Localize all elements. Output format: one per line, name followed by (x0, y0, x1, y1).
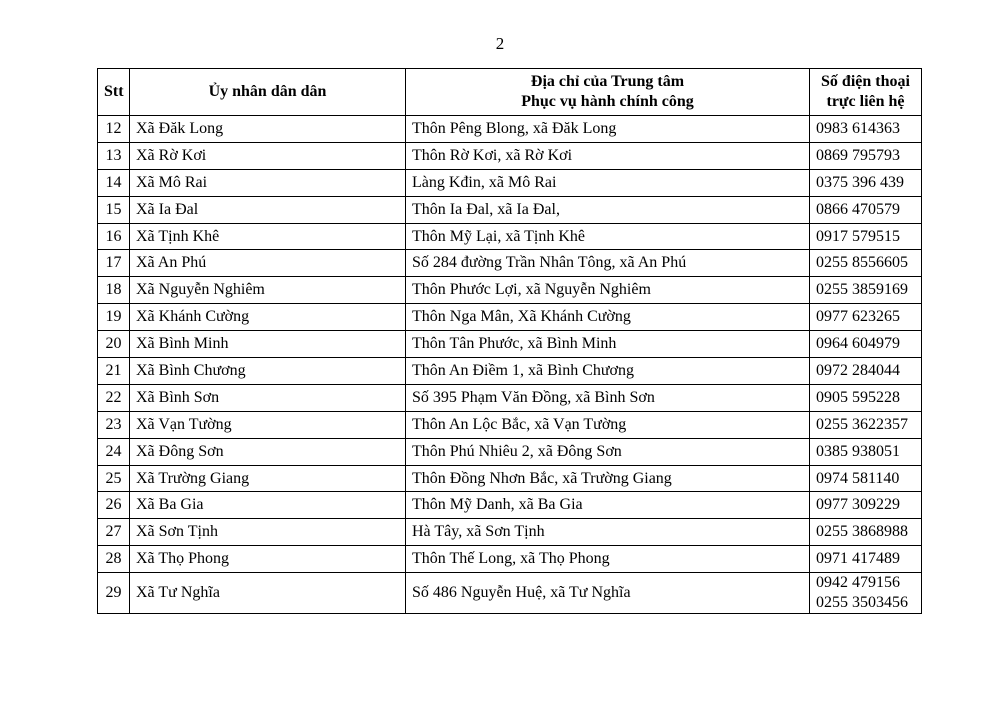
table-row (98, 277, 922, 304)
cell-name: Xã Bình Minh (130, 331, 406, 358)
table-row (98, 358, 922, 385)
cell-stt: 25 (98, 465, 130, 492)
cell-name: Xã Thọ Phong (130, 546, 406, 573)
table-header-row (98, 69, 922, 116)
phone-number: 0255 8556605 (816, 254, 908, 272)
header-address-line2: Phục vụ hành chính công (521, 93, 694, 110)
phone-number: 0255 3503456 (816, 594, 908, 612)
cell-address: Thôn An Lộc Bắc, xã Vạn Tường (406, 411, 810, 438)
cell-stt: 26 (98, 492, 130, 519)
cell-name: Xã Bình Sơn (130, 384, 406, 411)
cell-phone (810, 519, 922, 546)
cell-phone (810, 411, 922, 438)
phone-number: 0866 470579 (816, 200, 900, 218)
table-body (98, 116, 922, 614)
cell-address: Làng Kđin, xã Mô Rai (406, 169, 810, 196)
cell-address: Thôn Đồng Nhơn Bắc, xã Trường Giang (406, 465, 810, 492)
cell-stt: 23 (98, 411, 130, 438)
phone-number: 0255 3859169 (816, 281, 908, 299)
header-name: Ủy nhân dân dân (130, 69, 406, 116)
cell-address: Thôn Mỹ Danh, xã Ba Gia (406, 492, 810, 519)
phone-number: 0972 284044 (816, 361, 900, 379)
table-row (98, 438, 922, 465)
cell-phone (810, 304, 922, 331)
phone-number: 0977 623265 (816, 308, 900, 326)
table-row (98, 411, 922, 438)
cell-phone (810, 438, 922, 465)
phone-number: 0942 479156 (816, 574, 900, 592)
phone-number: 0385 938051 (816, 442, 900, 460)
phone-number: 0917 579515 (816, 227, 900, 245)
table-row (98, 116, 922, 143)
cell-name: Xã Ba Gia (130, 492, 406, 519)
phone-number: 0905 595228 (816, 388, 900, 406)
header-phone-line1: Số điện thoại (821, 73, 910, 90)
phone-number: 0974 581140 (816, 469, 900, 487)
cell-address: Số 486 Nguyễn Huệ, xã Tư Nghĩa (406, 573, 810, 614)
cell-phone (810, 573, 922, 614)
cell-address: Số 284 đường Trần Nhân Tông, xã An Phú (406, 250, 810, 277)
phone-number: 0977 309229 (816, 496, 900, 514)
cell-name: Xã Tịnh Khê (130, 223, 406, 250)
cell-address: Thôn Phú Nhiêu 2, xã Đông Sơn (406, 438, 810, 465)
cell-address: Thôn Tân Phước, xã Bình Minh (406, 331, 810, 358)
cell-phone (810, 277, 922, 304)
cell-name: Xã Nguyễn Nghiêm (130, 277, 406, 304)
phone-number: 0375 396 439 (816, 173, 904, 191)
cell-address: Thôn Nga Mân, Xã Khánh Cường (406, 304, 810, 331)
cell-address: Thôn Rờ Kơi, xã Rờ Kơi (406, 142, 810, 169)
header-address-line1: Địa chỉ của Trung tâm (530, 73, 685, 90)
cell-phone (810, 116, 922, 143)
table-row (98, 384, 922, 411)
cell-phone (810, 331, 922, 358)
table-row (98, 223, 922, 250)
phone-number: 0255 3868988 (816, 523, 908, 541)
cell-name: Xã Đăk Long (130, 116, 406, 143)
cell-stt: 21 (98, 358, 130, 385)
table-row (98, 492, 922, 519)
phone-number: 0255 3622357 (816, 415, 908, 433)
cell-stt: 16 (98, 223, 130, 250)
cell-phone (810, 465, 922, 492)
header-phone (810, 69, 922, 116)
cell-stt: 18 (98, 277, 130, 304)
cell-stt: 13 (98, 142, 130, 169)
cell-stt: 19 (98, 304, 130, 331)
cell-name: Xã Mô Rai (130, 169, 406, 196)
cell-address: Thôn Mỹ Lại, xã Tịnh Khê (406, 223, 810, 250)
table-row (98, 142, 922, 169)
table-row (98, 196, 922, 223)
cell-name: Xã Khánh Cường (130, 304, 406, 331)
cell-name: Xã Ia Đal (130, 196, 406, 223)
cell-stt: 15 (98, 196, 130, 223)
table-row (98, 250, 922, 277)
cell-phone (810, 250, 922, 277)
table-row (98, 304, 922, 331)
table-row (98, 519, 922, 546)
cell-stt: 17 (98, 250, 130, 277)
cell-stt: 24 (98, 438, 130, 465)
cell-stt: 22 (98, 384, 130, 411)
cell-address: Hà Tây, xã Sơn Tịnh (406, 519, 810, 546)
cell-name: Xã Tư Nghĩa (130, 573, 406, 614)
header-phone-line2: trực liên hệ (826, 93, 905, 110)
cell-stt: 28 (98, 546, 130, 573)
cell-name: Xã Sơn Tịnh (130, 519, 406, 546)
cell-stt: 20 (98, 331, 130, 358)
cell-stt: 27 (98, 519, 130, 546)
cell-name: Xã Đông Sơn (130, 438, 406, 465)
cell-address: Số 395 Phạm Văn Đồng, xã Bình Sơn (406, 384, 810, 411)
cell-phone (810, 384, 922, 411)
phone-number: 0869 795793 (816, 146, 900, 164)
header-address (406, 69, 810, 116)
phone-number: 0983 614363 (816, 119, 900, 137)
table-row (98, 573, 922, 614)
cell-address: Thôn Ia Đal, xã Ia Đal, (406, 196, 810, 223)
cell-phone (810, 142, 922, 169)
header-stt: Stt (98, 69, 130, 116)
cell-stt: 14 (98, 169, 130, 196)
cell-phone (810, 358, 922, 385)
table-row (98, 546, 922, 573)
cell-stt: 29 (98, 573, 130, 614)
cell-phone (810, 492, 922, 519)
table-row (98, 331, 922, 358)
table-row (98, 169, 922, 196)
cell-name: Xã Trường Giang (130, 465, 406, 492)
table-row (98, 465, 922, 492)
cell-phone (810, 169, 922, 196)
cell-name: Xã Rờ Kơi (130, 142, 406, 169)
cell-stt: 12 (98, 116, 130, 143)
cell-name: Xã An Phú (130, 250, 406, 277)
page-number: 2 (495, 34, 505, 53)
cell-phone (810, 546, 922, 573)
cell-address: Thôn An Điềm 1, xã Bình Chương (406, 358, 810, 385)
service-center-table (97, 68, 922, 614)
cell-phone (810, 223, 922, 250)
cell-name: Xã Vạn Tường (130, 411, 406, 438)
phone-number: 0964 604979 (816, 335, 900, 353)
cell-address: Thôn Phước Lợi, xã Nguyễn Nghiêm (406, 277, 810, 304)
cell-address: Thôn Thế Long, xã Thọ Phong (406, 546, 810, 573)
cell-name: Xã Bình Chương (130, 358, 406, 385)
cell-address: Thôn Pêng Blong, xã Đăk Long (406, 116, 810, 143)
cell-phone (810, 196, 922, 223)
phone-number: 0971 417489 (816, 550, 900, 568)
